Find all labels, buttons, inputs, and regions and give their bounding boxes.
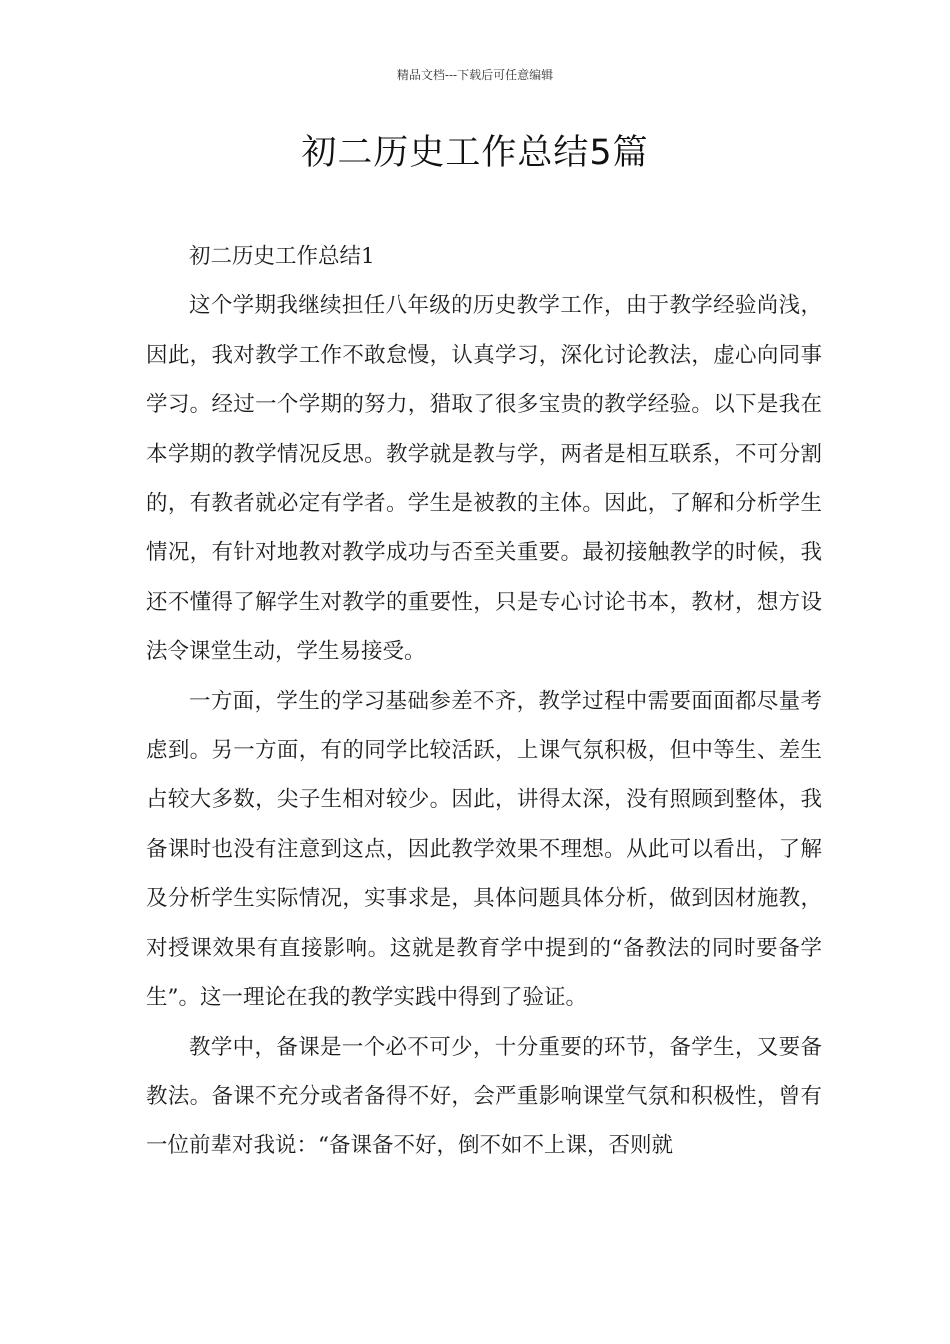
section-heading: 初二历史工作总结1 bbox=[189, 244, 375, 269]
paragraph: 这个学期我继续担任八年级的历史教学工作，由于教学经验尚浅，因此，我对教学工作不敢怠慢，认真学习，深化讨论教法，虚心向同事学习。经过一个学期的努力，猎取了很多宝贵的教学经验。以下是我在本学期的教学情况反思。教学就是教与学，两者是相互联系，不可分割的，有教者就必定有学者。学生是被教的主体。因此，了解和分析学生情况，有针对地教对教学成功与否至关重要。最初接触教学的时候，我还不懂得了解学生对教学的重要性，只是专心讨论书本，教材，想方设法令课堂生动，学生易接受。 bbox=[146, 293, 822, 665]
document-title: 初二历史工作总结5篇 bbox=[301, 133, 649, 173]
paragraph: 一方面，学生的学习基础参差不齐，教学过程中需要面面都尽量考虑到。另一方面，有的同学比较活跃，上课气氛积极，但中等生、差生占较大多数，尖子生相对较少。因此，讲得太深，没有照顾到整体，我备课时也没有注意到这点，因此教学效果不理想。从此可以看出，了解及分析学生实际情况，实事求是，具体问题具体分析，做到因材施教，对授课效果有直接影响。这就是教育学中提到的“备教法的同时要备学生”。这一理论在我的教学实践中得到了验证。 bbox=[146, 688, 822, 1011]
page-header: 精品文档---下载后可任意编辑 bbox=[396, 68, 554, 82]
document-body bbox=[146, 232, 822, 1171]
paragraph: 教学中，备课是一个必不可少，十分重要的环节，备学生，又要备教法。备课不充分或者备得不好，会严重影响课堂气氛和积极性，曾有一位前辈对我说：“备课备不好，倒不如不上课，否则就 bbox=[146, 1034, 822, 1159]
